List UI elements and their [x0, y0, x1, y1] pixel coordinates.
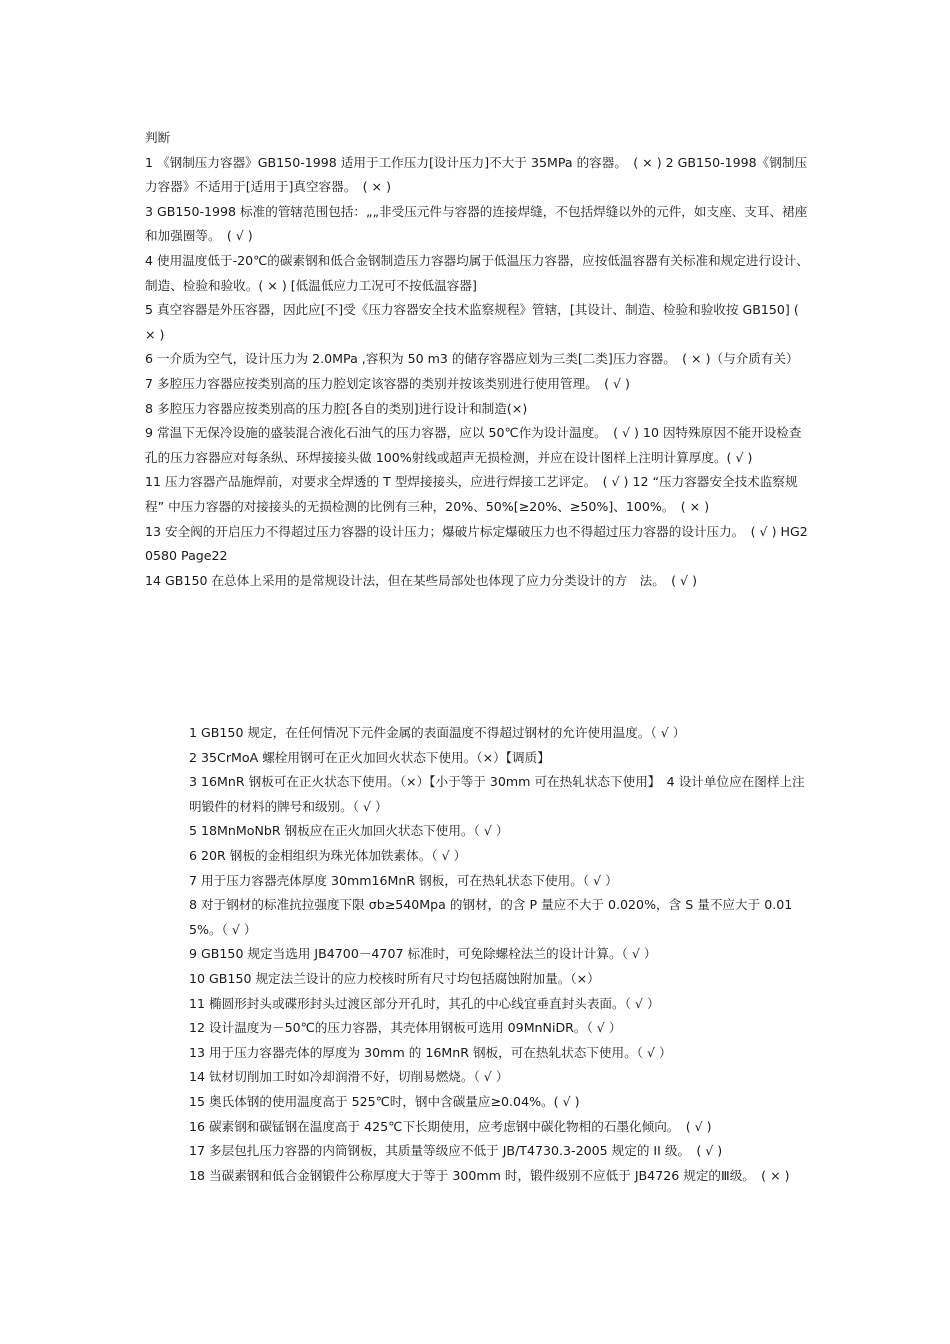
statement-item: 14 钛材切削加工时如冷却润滑不好，切削易燃烧。（ √ ） — [189, 1069, 509, 1085]
statement-item: 7 用于压力容器壳体厚度 30mm16MnR 钢板，可在热轧状态下使用。（ √ ） — [189, 872, 618, 888]
statement-item: 6 一介质为空气，设计压力为 2.0MPa ,容积为 50 m3 的储存容器应划为三类[二类]压力容器。 ( × )（与介质有关） — [145, 351, 799, 367]
statement-item: 18 当碳素钢和低合金钢锻件公称厚度大于等于 300mm 时，锻件级别不应低于 JB4726 规定的Ⅲ级。 ( × ) — [189, 1167, 790, 1183]
statement-item: 17 多层包扎压力容器的内筒钢板，其质量等级应不低于 JB/T4730.3-2005 规定的 II 级。 ( √ ) — [189, 1143, 723, 1159]
statement-item: 3 GB150-1998 标准的管辖范围包括：„„非受压元件与容器的连接焊缝，不包括焊缝以外的元件，如支座、支耳、裙座和加强圈等。 ( √ ) — [145, 203, 808, 244]
statement-item: 13 安全阀的开启压力不得超过压力容器的设计压力；爆破片标定爆破压力也不得超过压力容器的设计压力。 ( √ ) HG20580 Page22 — [145, 523, 808, 564]
statement-item: 5 真空容器是外压容器，因此应[不]受《压力容器安全技术监察规程》管辖，[其设计、制造、检验和验收按 GB150] ( × ) — [145, 302, 799, 342]
statement-item: 8 多腔压力容器应按类别高的压力腔[各自的类别]进行设计和制造(×) — [145, 400, 528, 416]
statement-item: 1 《钢制压力容器》GB150-1998 适用于工作压力[设计压力]不大于 35MPa 的容器。 ( × ) 2 GB150-1998《钢制压力容器》不适用于[适用于]真空容器。 ( × ) — [145, 154, 808, 195]
statement-item: 12 设计温度为－50℃的压力容器，其壳体用钢板可选用 09MnNiDR。（ √ ） — [189, 1020, 622, 1036]
judgement-section-1 — [145, 126, 813, 593]
statement-item: 9 常温下无保冷设施的盛装混合液化石油气的压力容器，应以 50℃作为设计温度。 ( √ ) 10 因特殊原因不能开设检查孔的压力容器应对每条纵、环焊接接头做 100%射线或超声无损检测，并应在设计图样上注明计算厚度。( √ ) — [145, 425, 802, 465]
statement-item: 8 对于钢材的标准抗拉强度下限 σb≥540Mpa 的钢材，的含 P 量应不大于 0.020%，含 S 量不应大于 0.015%。（ √ ） — [189, 897, 793, 937]
statement-item: 4 使用温度低于-20℃的碳素钢和低合金钢制造压力容器均属于低温压力容器，应按低温容器有关标准和规定进行设计、制造、检验和验收。( × ) [低温低应力工况可不按低温容器] — [145, 252, 809, 293]
statement-item: 13 用于压力容器壳体的厚度为 30mm 的 16MnR 钢板，可在热轧状态下使用。（ √ ） — [189, 1044, 672, 1060]
statement-item: 2 35CrMoA 螺栓用钢可在正火加回火状态下使用。（×）【调质】 — [189, 749, 550, 765]
statement-item: 1 GB150 规定，在任何情况下元件金属的表面温度不得超过钢材的允许使用温度。（ √ ） — [189, 725, 686, 740]
statement-item: 7 多腔压力容器应按类别高的压力腔划定该容器的类别并按该类别进行使用管理。 ( √ ) — [145, 375, 630, 391]
statement-item: 3 16MnR 钢板可在正火状态下使用。（×）【小于等于 30mm 可在热轧状态下使用】 4 设计单位应在图样上注明锻件的材料的牌号和级别。（ √ ） — [189, 774, 805, 814]
section-title: 判断 — [145, 130, 171, 145]
judgement-section-2 — [189, 721, 817, 1188]
statement-item: 16 碳素钢和碳锰钢在温度高于 425℃下长期使用，应考虑钢中碳化物相的石墨化倾向。 ( √ ) — [189, 1118, 712, 1134]
statement-item: 11 椭圆形封头或碟形封头过渡区部分开孔时，其孔的中心线宜垂直封头表面。（ √ ） — [189, 995, 660, 1011]
statement-item: 9 GB150 规定当选用 JB4700－4707 标准时，可免除螺栓法兰的设计计算。（ √ ） — [189, 946, 657, 962]
statement-item: 10 GB150 规定法兰设计的应力校核时所有尺寸均包括腐蚀附加量。（×） — [189, 970, 600, 986]
statement-item: 15 奥氏体钢的使用温度高于 525℃时，钢中含碳量应≥0.04%。( √ ) — [189, 1093, 580, 1109]
statement-item: 11 压力容器产品施焊前，对要求全焊透的 T 型焊接接头，应进行焊接工艺评定。 ( √ ) 12 “压力容器安全技术监察规程” 中压力容器的对接接头的无损检测的比例有三种，20%、50%[≥20%、≥50%]、100%。 ( × ) — [145, 474, 798, 514]
statement-item: 6 20R 钢板的金相组织为珠光体加铁素体。（ √ ） — [189, 847, 467, 863]
statement-item: 14 GB150 在总体上采用的是常规设计法，但在某些局部处也体现了应力分类设计的方 法。 ( √ ) — [145, 572, 697, 588]
statement-item: 5 18MnMoNbR 钢板应在正火加回火状态下使用。（ √ ） — [189, 823, 509, 839]
